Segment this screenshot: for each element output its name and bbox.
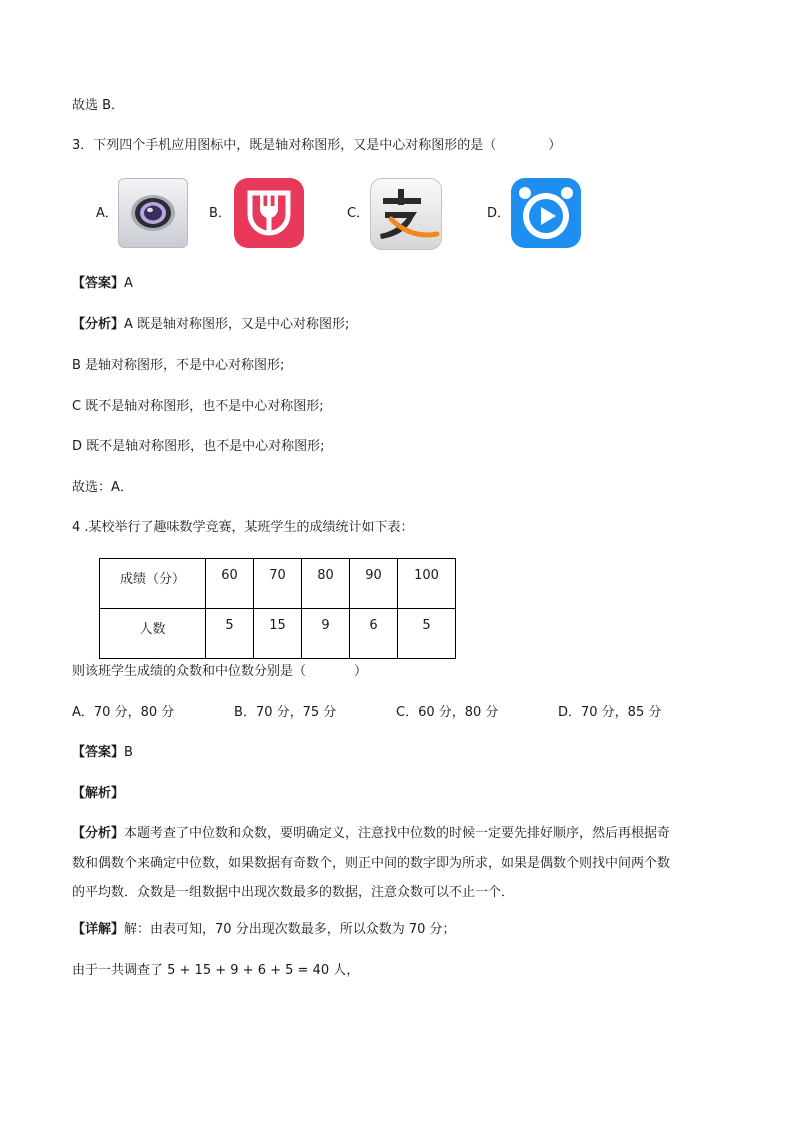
q4-answer — [72, 743, 133, 763]
answer-value: B — [124, 745, 133, 760]
answer-value: A — [124, 276, 133, 291]
q3-analysis-b: B 是轴对称图形，不是中心对称图形; — [72, 358, 285, 373]
q3-analysis-d: D 既不是轴对称图形，也不是中心对称图形; — [72, 439, 325, 454]
q4-detail — [72, 920, 456, 940]
answer-label: 【答案】 — [72, 745, 125, 760]
score-table — [99, 558, 456, 659]
q3-conclusion: 故选：A． — [72, 480, 133, 495]
table-row — [100, 609, 456, 659]
table-cell: 80 — [302, 559, 350, 609]
q4-question-end: ） — [354, 664, 368, 679]
table-cell: 60 — [206, 559, 254, 609]
q4-detail-line-2: 由于一共调查了 5 + 15 + 9 + 6 + 5 = 40 人， — [72, 963, 360, 978]
q4-stem: 4 .某校举行了趣味数学竞赛，某班学生的成绩统计如下表： — [72, 520, 414, 535]
option-letter: D． — [487, 206, 511, 221]
table-row — [100, 559, 456, 609]
q3-stem — [72, 136, 561, 156]
table-cell: 70 — [254, 559, 302, 609]
detail-line-1: 解：由表可知，70 分出现次数最多，所以众数为 70 分； — [124, 922, 456, 937]
table-header-cell: 人数 — [100, 609, 206, 659]
analysis-a: A 既是轴对称图形，又是中心对称图形; — [124, 317, 350, 332]
table-cell: 100 — [398, 559, 456, 609]
play-video-icon — [511, 178, 581, 248]
q4-jiexi-label: 【解析】 — [72, 786, 125, 801]
q3-analysis-c: C 既不是轴对称图形，也不是中心对称图形; — [72, 399, 324, 414]
q3-stem-end: ） — [548, 138, 562, 153]
alipay-zhi-icon — [370, 178, 442, 250]
q4-analysis-line-2: 数和偶数个来确定中位数，如果数据有奇数个，则正中间的数字即为所求，如果是偶数个则找中间两个数 — [72, 856, 671, 871]
choice-d: D．70 分，85 分 — [558, 705, 662, 720]
q4-analysis — [72, 824, 670, 844]
table-header-cell: 成绩（分） — [100, 559, 206, 609]
analysis-label: 【分析】 — [72, 317, 125, 332]
option-letter: B． — [209, 206, 231, 221]
q2-conclusion: 故选 B． — [72, 98, 125, 113]
option-letter: C． — [347, 206, 370, 221]
analysis-line-1: 本题考查了中位数和众数，要明确定义，注意找中位数的时候一定要先排好顺序，然后再根据奇 — [124, 826, 671, 841]
table-cell: 9 — [302, 609, 350, 659]
table-cell: 15 — [254, 609, 302, 659]
answer-label: 【答案】 — [72, 276, 125, 291]
q3-answer — [72, 274, 133, 294]
choice-b: B．70 分，75 分 — [234, 705, 337, 720]
table-cell: 5 — [206, 609, 254, 659]
analysis-label: 【分析】 — [72, 826, 125, 841]
choice-a: A．70 分，80 分 — [72, 705, 175, 720]
table-cell: 6 — [350, 609, 398, 659]
choice-c: C．60 分，80 分 — [396, 705, 499, 720]
q3-analysis — [72, 315, 349, 335]
camera-lens-icon — [118, 178, 188, 248]
detail-label: 【详解】 — [72, 922, 125, 937]
fork-food-icon — [234, 178, 304, 248]
table-cell: 90 — [350, 559, 398, 609]
table-cell: 5 — [398, 609, 456, 659]
q4-question-text: 则该班学生成绩的众数和中位数分别是（ — [72, 664, 307, 679]
option-letter: A． — [96, 206, 118, 221]
q4-analysis-line-3: 的平均数．众数是一组数据中出现次数最多的数据，注意众数可以不止一个． — [72, 885, 515, 900]
q4-question — [72, 662, 367, 682]
q3-stem-text: 3．下列四个手机应用图标中，既是轴对称图形，又是中心对称图形的是（ — [72, 138, 497, 153]
